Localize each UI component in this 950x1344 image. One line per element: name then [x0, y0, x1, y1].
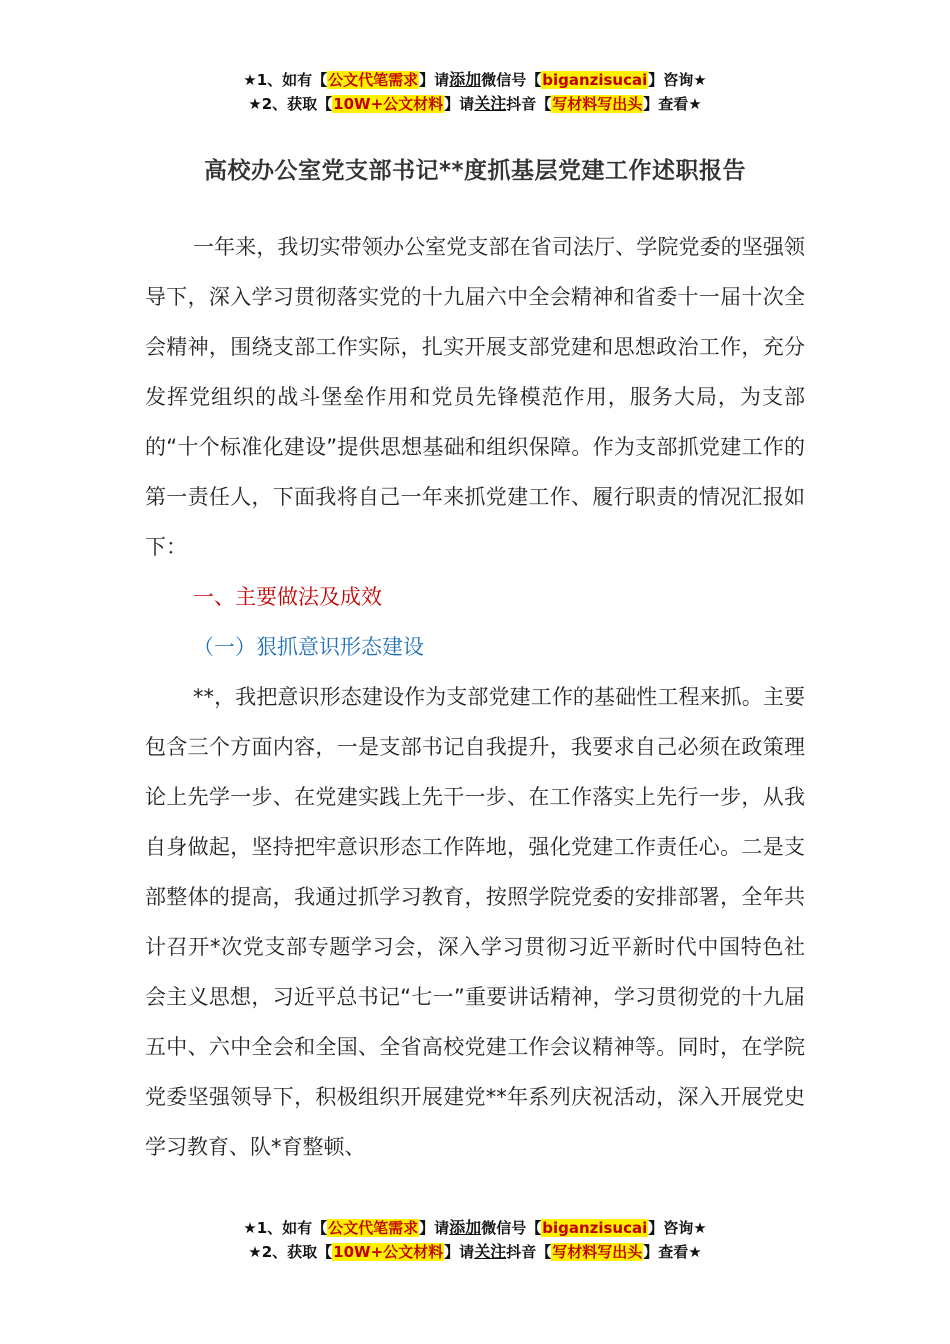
banner-text: 微信号【	[481, 71, 542, 89]
banner-text: 】查看	[643, 95, 689, 113]
underlined-text: 关注	[474, 94, 507, 113]
banner-text: 抖音【	[506, 1243, 552, 1261]
star-icon: ★	[243, 1219, 257, 1237]
star-icon: ★	[688, 95, 702, 113]
star-icon: ★	[693, 71, 707, 89]
banner-text: 1、如有【	[256, 1219, 328, 1237]
underlined-text: 关注	[474, 1242, 507, 1261]
star-icon: ★	[248, 1243, 262, 1261]
banner-line-2	[0, 1240, 950, 1264]
banner-text: 】查看	[643, 1243, 689, 1261]
banner-line-1	[0, 68, 950, 92]
subsection-heading: （一）狠抓意识形态建设	[193, 635, 424, 659]
banner-text: 】请	[444, 1243, 475, 1261]
star-icon: ★	[688, 1243, 702, 1261]
footer-banner	[0, 1216, 950, 1264]
highlight-douyin: 写材料写出头	[552, 95, 643, 113]
star-icon: ★	[243, 71, 257, 89]
body-paragraph: **，我把意识形态建设作为支部党建工作的基础性工程来抓。主要包含三个方面内容，一是支部书记自我提升，我要求自己必须在政策理论上先学一步、在党建实践上先干一步、在工作落实上先行一步，从我自身做起，坚持把牢意识形态工作阵地，强化党建工作责任心。二是支部整体的提高，我通过抓学习教育，按照学院党委的安排部署，全年共计召开*次党支部专题学习会，深入学习贯彻习近平新时代中国特色社会主义思想，习近平总书记“七一”重要讲话精神，学习贯彻党的十九届五中、六中全会和全国、全省高校党建工作会议精神等。同时，在学院党委坚强领导下，积极组织开展建党**年系列庆祝活动，深入开展党史学习教育、队*育整顿、	[145, 685, 805, 1159]
banner-text: 】咨询	[648, 71, 694, 89]
highlight-materials: 10W+公文材料	[333, 95, 444, 113]
star-icon: ★	[693, 1219, 707, 1237]
banner-line-2	[0, 92, 950, 116]
banner-text: 1、如有【	[256, 71, 328, 89]
star-icon: ★	[248, 95, 262, 113]
underlined-text: 添加	[449, 70, 482, 89]
banner-text: 2、获取【	[261, 95, 333, 113]
intro-paragraph: 一年来，我切实带领办公室党支部在省司法厅、学院党委的坚强领导下，深入学习贯彻落实党的十九届六中全会精神和省委十一届十次全会精神，围绕支部工作实际，扎实开展支部党建和思想政治工作，充分发挥党组织的战斗堡垒作用和党员先锋模范作用，服务大局，为支部的“十个标准化建设”提供思想基础和组织保障。作为支部抓党建工作的第一责任人，下面我将自己一年来抓党建工作、履行职责的情况汇报如下：	[145, 235, 805, 559]
banner-text: 】咨询	[648, 1219, 694, 1237]
banner-text: 2、获取【	[261, 1243, 333, 1261]
highlight-ghostwriting: 公文代笔需求	[328, 1219, 419, 1237]
banner-text: 】请	[419, 71, 450, 89]
header-banner	[0, 68, 950, 116]
banner-text: 抖音【	[506, 95, 552, 113]
highlight-douyin: 写材料写出头	[552, 1243, 643, 1261]
highlight-ghostwriting: 公文代笔需求	[328, 71, 419, 89]
section-heading: 一、主要做法及成效	[193, 585, 382, 609]
document-title: 高校办公室党支部书记**度抓基层党建工作述职报告	[203, 158, 747, 184]
banner-line-1	[0, 1216, 950, 1240]
banner-text: 微信号【	[481, 1219, 542, 1237]
highlight-wechat-id: biganzisucai	[542, 1219, 648, 1237]
underlined-text: 添加	[449, 1218, 482, 1237]
highlight-materials: 10W+公文材料	[333, 1243, 444, 1261]
highlight-wechat-id: biganzisucai	[542, 71, 648, 89]
document-body	[145, 222, 805, 1172]
banner-text: 】请	[444, 95, 475, 113]
banner-text: 】请	[419, 1219, 450, 1237]
